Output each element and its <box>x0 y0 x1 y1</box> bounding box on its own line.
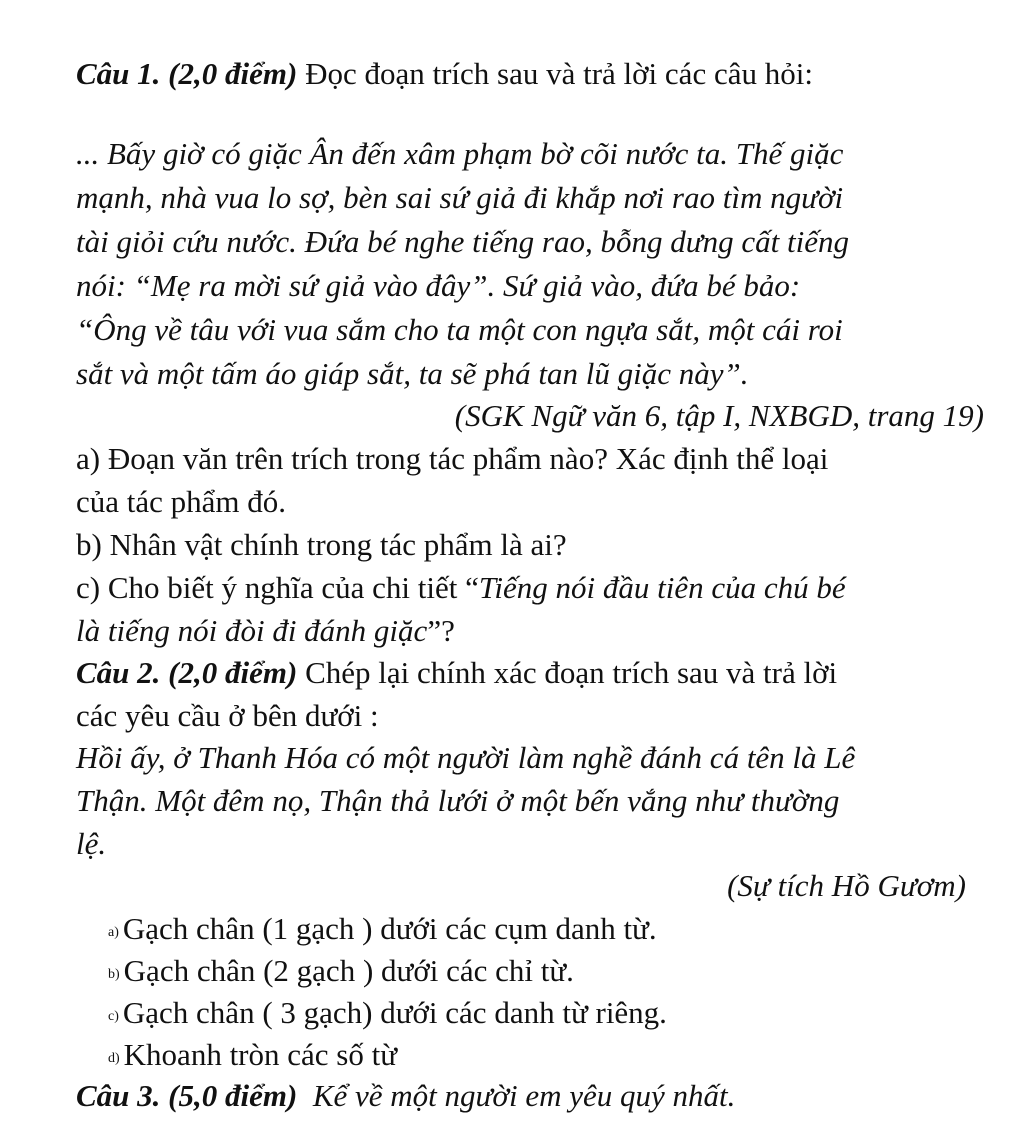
q3-heading <box>76 1080 735 1111</box>
q2-task-marker: d) <box>108 1051 120 1066</box>
q2-passage-line: Thận. Một đêm nọ, Thận thả lưới ở một bến vắng như thường <box>76 783 840 818</box>
q2-heading-text: Chép lại chính xác đoạn trích sau và trả lời <box>297 655 838 690</box>
q1-passage-line: nói: “Mẹ ra mời sứ giả vào đây”. Sứ giả vào, đứa bé bảo: <box>76 268 801 303</box>
q1-passage-line: tài giỏi cứu nước. Đứa bé nghe tiếng rao, bỗng dưng cất tiếng <box>76 224 849 259</box>
q1-question-c-cont <box>76 615 455 646</box>
q1-passage-line: ... Bấy giờ có giặc Ân đến xâm phạm bờ cõi nước ta. Thế giặc <box>76 136 844 171</box>
q1-passage-line: sắt và một tấm áo giáp sắt, ta sẽ phá tan lũ giặc này”. <box>76 356 749 391</box>
q1-passage-line: “Ông về tâu với vua sắm cho ta một con ngựa sắt, một cái roi <box>76 312 843 347</box>
q1-question-a-cont: của tác phẩm đó. <box>76 484 287 519</box>
q1-heading <box>76 58 813 89</box>
q2-task-text: Gạch chân (2 gạch ) dưới các chỉ từ. <box>123 953 574 988</box>
q2-passage-line: lệ. <box>76 826 107 861</box>
q2-heading-cont: các yêu cầu ở bên dưới : <box>76 698 379 733</box>
q2-task-marker: b) <box>108 967 120 982</box>
q1-c-quote-part1: Tiếng nói đầu tiên của chú bé <box>478 570 846 605</box>
q1-heading-label: Câu 1. (2,0 điểm) <box>76 56 298 91</box>
q2-task <box>108 913 657 944</box>
q1-source: (SGK Ngữ văn 6, tập I, NXBGD, trang 19) <box>454 398 984 433</box>
q2-task-text: Khoanh tròn các số từ <box>123 1037 398 1072</box>
q2-task-text: Gạch chân (1 gạch ) dưới các cụm danh từ. <box>122 911 657 946</box>
q2-heading <box>76 657 837 688</box>
q1-question-a: a) Đoạn văn trên trích trong tác phẩm nào? Xác định thể loại <box>76 441 829 476</box>
q2-passage-line: Hồi ấy, ở Thanh Hóa có một người làm nghề đánh cá tên là Lê <box>76 740 856 775</box>
q1-passage-line: mạnh, nhà vua lo sợ, bèn sai sứ giả đi khắp nơi rao tìm người <box>76 180 844 215</box>
q1-question-c <box>76 572 846 603</box>
q1-c-prefix: c) Cho biết ý nghĩa của chi tiết “ <box>76 570 479 605</box>
q1-question-b: b) Nhân vật chính trong tác phẩm là ai? <box>76 527 567 562</box>
q2-heading-label: Câu 2. (2,0 điểm) <box>76 655 298 690</box>
q2-task-text: Gạch chân ( 3 gạch) dưới các danh từ riêng. <box>122 995 667 1030</box>
q2-task <box>108 997 667 1028</box>
q2-task-marker: c) <box>108 1009 119 1024</box>
q2-source: (Sự tích Hồ Gươm) <box>727 868 966 903</box>
q1-heading-text: Đọc đoạn trích sau và trả lời các câu hỏi: <box>297 56 813 91</box>
q1-c-quote-part2: là tiếng nói đòi đi đánh giặc <box>76 613 428 648</box>
q2-task <box>108 1039 397 1070</box>
q3-heading-label: Câu 3. (5,0 điểm) <box>76 1078 298 1113</box>
q3-prompt: Kể về một người em yêu quý nhất. <box>297 1078 736 1113</box>
q2-task-marker: a) <box>108 925 119 940</box>
q2-task <box>108 955 574 986</box>
q1-c-suffix: ”? <box>427 613 455 648</box>
